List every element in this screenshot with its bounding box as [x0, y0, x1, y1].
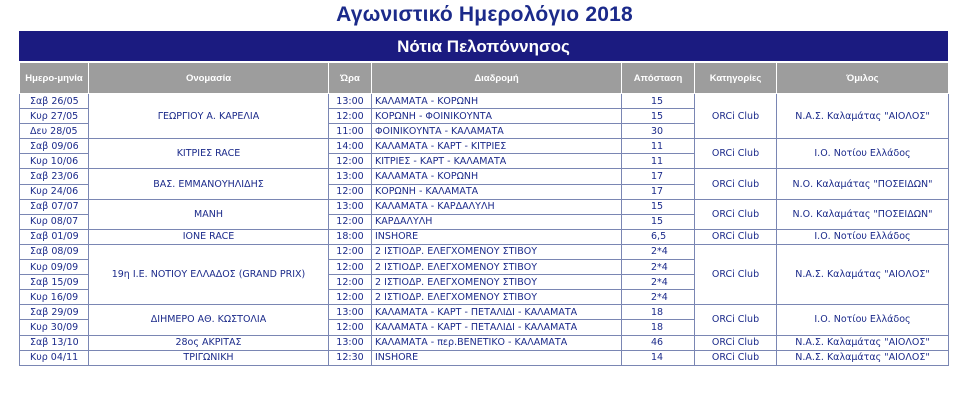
cell-date: Σαβ 23/06	[20, 169, 89, 184]
cell-route: ΚΑΛΑΜΑΤΑ - ΚΑΡΔΑΛΥΛΗ	[372, 199, 622, 214]
cell-route: 2 ΙΣΤΙΟΔΡ. ΕΛΕΓΧΟΜΕΝΟΥ ΣΤΙΒΟΥ	[372, 244, 622, 259]
cell-time: 13:00	[329, 335, 372, 350]
cell-date: Σαβ 07/07	[20, 199, 89, 214]
cell-time: 12:00	[329, 290, 372, 305]
cell-date: Κυρ 08/07	[20, 214, 89, 229]
cell-distance: 15	[622, 109, 695, 124]
header-row	[20, 63, 949, 94]
table-row	[20, 335, 949, 350]
table-row	[20, 244, 949, 259]
cell-event-name: ΓΕΩΡΓΙΟΥ Α. ΚΑΡΕΛΙΑ	[89, 94, 329, 139]
cell-club: Ν.Α.Σ. Καλαμάτας "ΑΙΟΛΟΣ"	[777, 335, 949, 350]
cell-club: Ν.Ο. Καλαμάτας "ΠΟΣΕΙΔΩΝ"	[777, 199, 949, 229]
cell-category: ORCi Club	[695, 244, 777, 304]
cell-date: Σαβ 26/05	[20, 94, 89, 109]
cell-date: Κυρ 30/09	[20, 320, 89, 335]
table-row	[20, 350, 949, 365]
cell-time: 13:00	[329, 199, 372, 214]
cell-category: ORCi Club	[695, 94, 777, 139]
cell-time: 11:00	[329, 124, 372, 139]
cell-distance: 18	[622, 305, 695, 320]
cell-route: ΚΑΛΑΜΑΤΑ - ΚΑΡΤ - ΠΕΤΑΛΙΔΙ - ΚΑΛΑΜΑΤΑ	[372, 305, 622, 320]
table-row	[20, 169, 949, 184]
cell-date: Σαβ 09/06	[20, 139, 89, 154]
cell-category: ORCi Club	[695, 350, 777, 365]
cell-event-name: IONE RACE	[89, 229, 329, 244]
cell-time: 12:00	[329, 260, 372, 275]
cell-club: Ν.Α.Σ. Καλαμάτας "ΑΙΟΛΟΣ"	[777, 94, 949, 139]
cell-distance: 46	[622, 335, 695, 350]
cell-event-name: ΜΑΝΗ	[89, 199, 329, 229]
cell-category: ORCi Club	[695, 335, 777, 350]
table-row	[20, 94, 949, 109]
cell-time: 12:30	[329, 350, 372, 365]
cell-distance: 2*4	[622, 290, 695, 305]
table-row	[20, 229, 949, 244]
col-header-time: Ώρα	[329, 63, 372, 94]
cell-route: ΚΑΛΑΜΑΤΑ - ΚΑΡΤ - ΚΙΤΡΙΕΣ	[372, 139, 622, 154]
cell-distance: 11	[622, 154, 695, 169]
cell-route: ΚΙΤΡΙΕΣ - ΚΑΡΤ - ΚΑΛΑΜΑΤΑ	[372, 154, 622, 169]
cell-event-name: ΒΑΣ. ΕΜΜΑΝΟΥΗΛΙΔΗΣ	[89, 169, 329, 199]
cell-route: ΚΟΡΩΝΗ - ΚΑΛΑΜΑΤΑ	[372, 184, 622, 199]
cell-distance: 2*4	[622, 275, 695, 290]
cell-distance: 15	[622, 94, 695, 109]
col-header-route: Διαδρομή	[372, 63, 622, 94]
cell-route: ΚΑΡΔΑΛΥΛΗ	[372, 214, 622, 229]
region-banner: Νότια Πελοπόννησος	[19, 31, 948, 62]
cell-date: Κυρ 04/11	[20, 350, 89, 365]
page-title: Αγωνιστικό Ημερολόγιο 2018	[336, 3, 633, 26]
cell-time: 12:00	[329, 109, 372, 124]
cell-distance: 18	[622, 320, 695, 335]
cell-category: ORCi Club	[695, 169, 777, 199]
cell-time: 12:00	[329, 244, 372, 259]
cell-distance: 11	[622, 139, 695, 154]
table-row	[20, 199, 949, 214]
cell-club: Ι.Ο. Νοτίου Ελλάδος	[777, 139, 949, 169]
cell-event-name: ΚΙΤΡΙΕΣ RACE	[89, 139, 329, 169]
col-header-date: Ημερο-μηνία	[20, 63, 89, 94]
cell-event-name: ΤΡΙΓΩΝΙΚΗ	[89, 350, 329, 365]
cell-time: 12:00	[329, 275, 372, 290]
cell-time: 13:00	[329, 169, 372, 184]
calendar-table	[19, 62, 949, 366]
cell-club: Ν.Ο. Καλαμάτας "ΠΟΣΕΙΔΩΝ"	[777, 169, 949, 199]
cell-time: 12:00	[329, 320, 372, 335]
cell-time: 13:00	[329, 94, 372, 109]
cell-category: ORCi Club	[695, 305, 777, 335]
cell-date: Κυρ 16/09	[20, 290, 89, 305]
cell-date: Κυρ 24/06	[20, 184, 89, 199]
cell-distance: 2*4	[622, 260, 695, 275]
cell-date: Σαβ 29/09	[20, 305, 89, 320]
cell-route: ΦΟΙΝΙΚΟΥΝΤΑ - ΚΑΛΑΜΑΤΑ	[372, 124, 622, 139]
cell-date: Δευ 28/05	[20, 124, 89, 139]
cell-distance: 30	[622, 124, 695, 139]
col-header-name: Ονομασία	[89, 63, 329, 94]
cell-date: Κυρ 09/09	[20, 260, 89, 275]
cell-route: INSHORE	[372, 229, 622, 244]
cell-route: ΚΑΛΑΜΑΤΑ - ΚΟΡΩΝΗ	[372, 169, 622, 184]
cell-category: ORCi Club	[695, 139, 777, 169]
cell-distance: 15	[622, 199, 695, 214]
cell-club: Ν.Α.Σ. Καλαμάτας "ΑΙΟΛΟΣ"	[777, 350, 949, 365]
cell-category: ORCi Club	[695, 199, 777, 229]
cell-time: 12:00	[329, 184, 372, 199]
cell-time: 12:00	[329, 214, 372, 229]
cell-time: 12:00	[329, 154, 372, 169]
cell-event-name: 28ος ΑΚΡΙΤΑΣ	[89, 335, 329, 350]
col-header-category: Κατηγορίες	[695, 63, 777, 94]
cell-route: 2 ΙΣΤΙΟΔΡ. ΕΛΕΓΧΟΜΕΝΟΥ ΣΤΙΒΟΥ	[372, 260, 622, 275]
cell-club: Ι.Ο. Νοτίου Ελλάδος	[777, 305, 949, 335]
cell-date: Σαβ 08/09	[20, 244, 89, 259]
calendar-container	[19, 31, 948, 366]
col-header-distance: Απόσταση	[622, 63, 695, 94]
calendar-body	[20, 94, 949, 366]
cell-distance: 6,5	[622, 229, 695, 244]
cell-distance: 2*4	[622, 244, 695, 259]
cell-date: Κυρ 27/05	[20, 109, 89, 124]
cell-route: ΚΑΛΑΜΑΤΑ - ΚΟΡΩΝΗ	[372, 94, 622, 109]
cell-route: ΚΑΛΑΜΑΤΑ - περ.ΒΕΝΕΤΙΚΟ - ΚΑΛΑΜΑΤΑ	[372, 335, 622, 350]
table-row	[20, 139, 949, 154]
cell-date: Σαβ 15/09	[20, 275, 89, 290]
cell-category: ORCi Club	[695, 229, 777, 244]
cell-event-name: ΔΙΗΜΕΡΟ ΑΘ. ΚΩΣΤΟΛΙΑ	[89, 305, 329, 335]
cell-club: Ι.Ο. Νοτίου Ελλάδος	[777, 229, 949, 244]
cell-route: INSHORE	[372, 350, 622, 365]
cell-club: Ν.Α.Σ. Καλαμάτας "ΑΙΟΛΟΣ"	[777, 244, 949, 304]
cell-date: Σαβ 01/09	[20, 229, 89, 244]
cell-distance: 17	[622, 184, 695, 199]
cell-time: 18:00	[329, 229, 372, 244]
cell-distance: 15	[622, 214, 695, 229]
cell-distance: 14	[622, 350, 695, 365]
table-row	[20, 305, 949, 320]
cell-route: ΚΑΛΑΜΑΤΑ - ΚΑΡΤ - ΠΕΤΑΛΙΔΙ - ΚΑΛΑΜΑΤΑ	[372, 320, 622, 335]
cell-event-name: 19η Ι.Ε. ΝΟΤΙΟΥ ΕΛΛΑΔΟΣ (GRAND PRIX)	[89, 244, 329, 304]
cell-route: 2 ΙΣΤΙΟΔΡ. ΕΛΕΓΧΟΜΕΝΟΥ ΣΤΙΒΟΥ	[372, 275, 622, 290]
cell-time: 14:00	[329, 139, 372, 154]
cell-time: 13:00	[329, 305, 372, 320]
cell-route: 2 ΙΣΤΙΟΔΡ. ΕΛΕΓΧΟΜΕΝΟΥ ΣΤΙΒΟΥ	[372, 290, 622, 305]
col-header-club: Όμιλος	[777, 63, 949, 94]
cell-date: Κυρ 10/06	[20, 154, 89, 169]
cell-date: Σαβ 13/10	[20, 335, 89, 350]
cell-route: ΚΟΡΩΝΗ - ΦΟΙΝΙΚΟΥΝΤΑ	[372, 109, 622, 124]
cell-distance: 17	[622, 169, 695, 184]
